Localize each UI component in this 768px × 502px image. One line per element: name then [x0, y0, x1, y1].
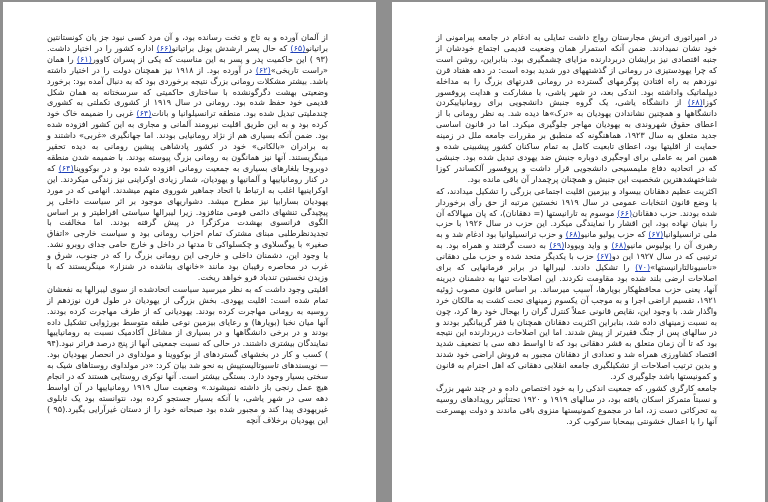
text-run: که در کنار رومانیاییها و آلمانیها و یهودیان، شمار زیادی اوکراینی نیز زندگی میکردند. این اوکراینیها اغلب به ارتباط با اتحاد جماهیر شوروی متهم میشدند. انهامی که در مورد یهودیان بسارابیا نیز مطرح میشد. دشواریهای موجود بر اثر سیاست داخلی پر پیچیدگی تنشهای دائمی قومی متافزود. زیرا لیبرالها سیاستی افراطیتر و بر اساس الگوی فرانسوی بهشدت مرکزگرا در پیش گرفته بودند. اما مخالفت با تجدیدنظرطلبی مبنای مشترک تمام احزاب رومانی بود و سیاست خارجی «اتفاق صغیر» با یوگسلاوی و چکسلواکی تا مدتها در داخل و خارج حامی جدای روبرو نشد. با وجود این، دشمنان داخلی و خارجی این رومانی بزرگ را که در جنوب، شرق و غرب در محاصره رقیبان بود مانند «خانهای بناشده در شنزار» مینگریستند که با وزیدن نخستین تندباد فرو خواهد ریخت. [47, 162, 328, 282]
text-run: اداره کشور را در اختیار داشت.(۹۳ ) این حاکمیت پدر و پسر به این مناسبت که یکی از پسران کاوور [47, 42, 328, 64]
text-run: اقلیتی وجود داشت که به نظر میرسید سیاست اتحادشده از سوی لیبرالها به نفعشان تمام شده است: اقلیت یهودی. بخش بزرگی از یهودیان در طول قرن نوزدهم از روسیه به رومانی مهاجرت کرده بودند. یهودیانی که از طرف مهاجرت کرده بودند. آنها میان نخبا (بویارها) و رعایای بیزمین نوعی طبقه متوسط بورژوایی تشکیل داده بودند و در برخی دانشگاهها و در بسیاری از مشاغل آکادمیک نسبت به رومانیاییها نمایندگان بیشتری داشتند. در حالی که نسبت جمعیتی آنها از پنج درصد فراتر نبود.(۹۴ ) کسب و کار در بخشهای گستردهای از بوکووینا و مولداوی در انحصار یهودیان بود. — نویسندهای تاسیوتالیستپیش به نحو شد بیان کرد: «در مولداوی روستاهای شیک به سختی بسیار وجود دارد. بستگی بیشتر است. آنها نوکری روستایی هستند که در انجام هیچ عمل رنجی باز داشته نمیشوند.» وضعیت سال ۱۹۱۹ رومانیاییها در آن اواسط دهه سی در شهر یاشی، با آنکه بسیار جستجو کرده بود، نتوانسته بود یک تابلوی غیریهودی پیدا کند و مجبور شده بود صبحانه خود را از دستان غیرآرایی بگیرد.(۹۵ ) این یهودیان برخلاف آنچه [47, 283, 329, 425]
text-run: و حزب ترانسیلوانیا بود ادغام شد و به رهبری آن را یولیوس مانیو [436, 229, 717, 251]
footnote-ref-link[interactable]: (۶۸) [611, 240, 627, 251]
text-run: که حال پسر ارشدش یونل براتیانو [171, 42, 291, 53]
footnote-ref-link[interactable]: (۷۰) [635, 262, 651, 273]
footnote-ref-link[interactable]: (۶۴) [136, 108, 152, 119]
text-run: در امپراتوری اتریش مجارستان رواج داشت تمایلی به ادغام در جامعه پیرامونی از خود نشان نمیدادند. ضمن آنکه استمرار همان وضعیت قدیمی اجتماع خودشان از جنبه اقتصادی نیز برایشان دربردارنده مزایای چشمگیری بود. بنابراین، روشن است که چرا یهودستیزی در رومانی از گذشتههای دور شدید بوده است: در دهه هفتاد قرن نوزدهم به راه افتادن پوگرمهای گسترده در رومانی قدرتهای بزرگ را به مداخله دیپلماتیک واداشته بود. اندکی بعد، در شهر یاشی، با مشارکت و هدایت پروفسور کوزا [436, 32, 717, 108]
paragraph [436, 383, 717, 427]
text-run: جامعه کارگری کشور، که جمعیت اندکی را به خود اختصاص داده و در چند شهر بزرگ و نسبتاً متمرکز اسکان یافته بود، در سالهای ۱۹۱۹ و ۱۹۲۰ تحتتأثیر رویدادهای روسیه به تحرکاتی دست زد، اما در مجموع کمونیستها منزوی باقی ماندند و دولت بهسرعت آنها را با اعمال خشونتی بیمحابا سرکوب کرد. [436, 383, 717, 426]
text-run: که حزب یولیو مانیو [580, 229, 649, 240]
left-page-text [47, 32, 328, 426]
text-run: را همان «راست تاریخی» [47, 53, 329, 75]
text-run: موسوم به تارانیستها (= دهقانان)، که پان میهالاکه آن را بنیان نهاده بود، این اقشار را نمایندگی میکرد. این حزب در سال ۱۹۲۶ با حزب ملی ترانسیلوانیا [436, 207, 718, 240]
text-run: غربی را ضمیمه خاک خود کرده بود و به این طریق اقلیت نیرومند آلمانی و مجاری به این کشور افزوده شده بود. ضمن آنکه بسیاری هم از نژاد رومانیایی بودند. اما جهانگیری «غربی» داشتند و به برادران «بالکانی» خود در کشور پادشاهی پیشین رومانی به دیده تحقیر مینگریستند. آنها نیز همانگون به رومانی بزرگ پیوسته بودند. با ضمیمه شدن منطقه دوبروجا بلغارهای بسیاری به جمعیت رومانی افزوده شده بود و در بوکووینا [47, 108, 329, 173]
footnote-ref-link[interactable]: (۶۱) [76, 53, 92, 64]
left-page [3, 2, 376, 502]
paragraph [436, 32, 717, 185]
right-page [392, 2, 765, 502]
footnote-ref-link[interactable]: (۶۴) [58, 162, 74, 173]
footnote-ref-link[interactable]: (۶۸) [687, 97, 703, 108]
footnote-ref-link[interactable]: (۶۵) [290, 42, 306, 53]
text-run: به دست گرفتند و همراه بود. به ترتیبی که در سال ۱۹۲۷ این دو [436, 240, 717, 262]
text-run: در آورده بود. از ۱۹۱۸ نیز همچنان دولت را در اختیار داشته باشد. بیشتر مشکلات رومانی بزرگ نتیجه برخوردی بود که به دنبال آمده بود: برخورد وضعیتی بهشت دگرگونشده با ساختاری حاکمیتی که سرسختانه به همان شکل قدیمی خود حفظ شده بود. رومانی در سال ۱۹۱۹ از کشوری تکملتی به کشوری چندملیتی تبدیل شده بود. منطقه ترانسیلوانیا و بانات [47, 64, 329, 119]
text-run: از آلمان آورده و به تاج و تخت رسانده بود، و آن مرد کسی نبود جز یان کونستانتین براتیانو [47, 32, 328, 53]
footnote-ref-link[interactable]: (۶۷) [596, 251, 612, 262]
footnote-ref-link[interactable]: (۶۹) [549, 240, 565, 251]
text-run: از دانشگاه یاشی، یک گروه جنبش دانشجویی برای رومانیاییکردن دانشگاهها و همچنین نشاندادن یهودیان به «ترک»ها دیده شد. به نظر رومانی با از اعطای حقوق شهروندی به یهودیان مهاجر جلوگیری میکرد. اما در قانون اساسی جدید متعلق به سال ۱۹۲۳، هماهنگونه که منطبق بر مقررات جامعه ملل در زمینه حمایت از اقلیتها بود، اعطای تابعیت کامل به تمام ساکنان کشور پیشبینی شده و همین امر به عاملی برای اوجگیری دوباره جنبش ضد یهودی تبدیل شده بود. جنبشی که در اتحادیه دفاع ملیمسیحی دانشجویی قرار داشت و پروفسور آلکساندر کوزا شناختهشدهترین شخصیت این جنبش و همچنان پرچمدار آن باقی مانده بود. [436, 97, 717, 184]
text-run: و واید ویوودا [564, 240, 612, 251]
footnote-ref-link[interactable]: (۶۷) [648, 229, 664, 240]
paragraph [47, 32, 328, 283]
text-run: حزب با یکدیگر متحد شده و حزب ملی دهقانی «ناسیونالتارانیستها» [436, 251, 717, 273]
footnote-ref-link[interactable]: (۶۶) [617, 207, 633, 218]
footnote-ref-link[interactable]: (۶۶) [156, 42, 172, 53]
right-page-text [436, 32, 717, 427]
footnote-ref-link[interactable]: (۶۸) [565, 229, 581, 240]
text-run: را تشکیل دادند. لیبرالها در برابر فرمانهایی که برای اصلاحات ارضی بلند شده بود مقاومت نکردند. این اصلاحات تنها به دشمنان دیرینه آنها، یعنی حزب محافظهکار بویارها، آسیب میرساند. بر اساس قانون مصوب ژوئیه ۱۹۲۱، تقسیم اراضی اجرا و به موجب آن یکسوم زمینهای تحت کشت به مالکان خرد واگذار شد. با وجود این، نقایص قانونی عملاً کنترل گران را بهحال خود رها کرد، چون به نسبت زمینهای داده شد، بنابراین اکثریت دهقانان همچنان با فقر گریبانگیر بودند و در سالهای پس از جنگ فقیرتر از پیش شدند. اما این اصلاحات دربردارنده این نتیجه بود که تا آن زمان متعلق به قشر دهقانی بود که تا اواسط دهه سی با تضعیف شدید اقتصاد کشاورزی همراه شد و تعدادی از دهقانان مجبور به فروش اراضی خود شدند و بدین ترتیب اصلاحات از تشکیلگیری جامعه انقلابی دهقانی که اهل احترام به قانون و کمونیستها باشد جلوگیری کرد. [436, 262, 717, 382]
text-run: اکثریت عظیم دهقانان بیسواد و بیزمین اقلیت اجتماعی بزرگی را تشکیل میدادند، که با وضع قانون انتخابات عمومی در سال ۱۹۱۹ نخستین مرتبه از حق رأی برخوردار شده بودند. حزب دهقانان [436, 185, 717, 218]
paragraph [47, 284, 328, 426]
paragraph [436, 186, 717, 382]
footnote-ref-link[interactable]: (۶۲) [255, 64, 271, 75]
